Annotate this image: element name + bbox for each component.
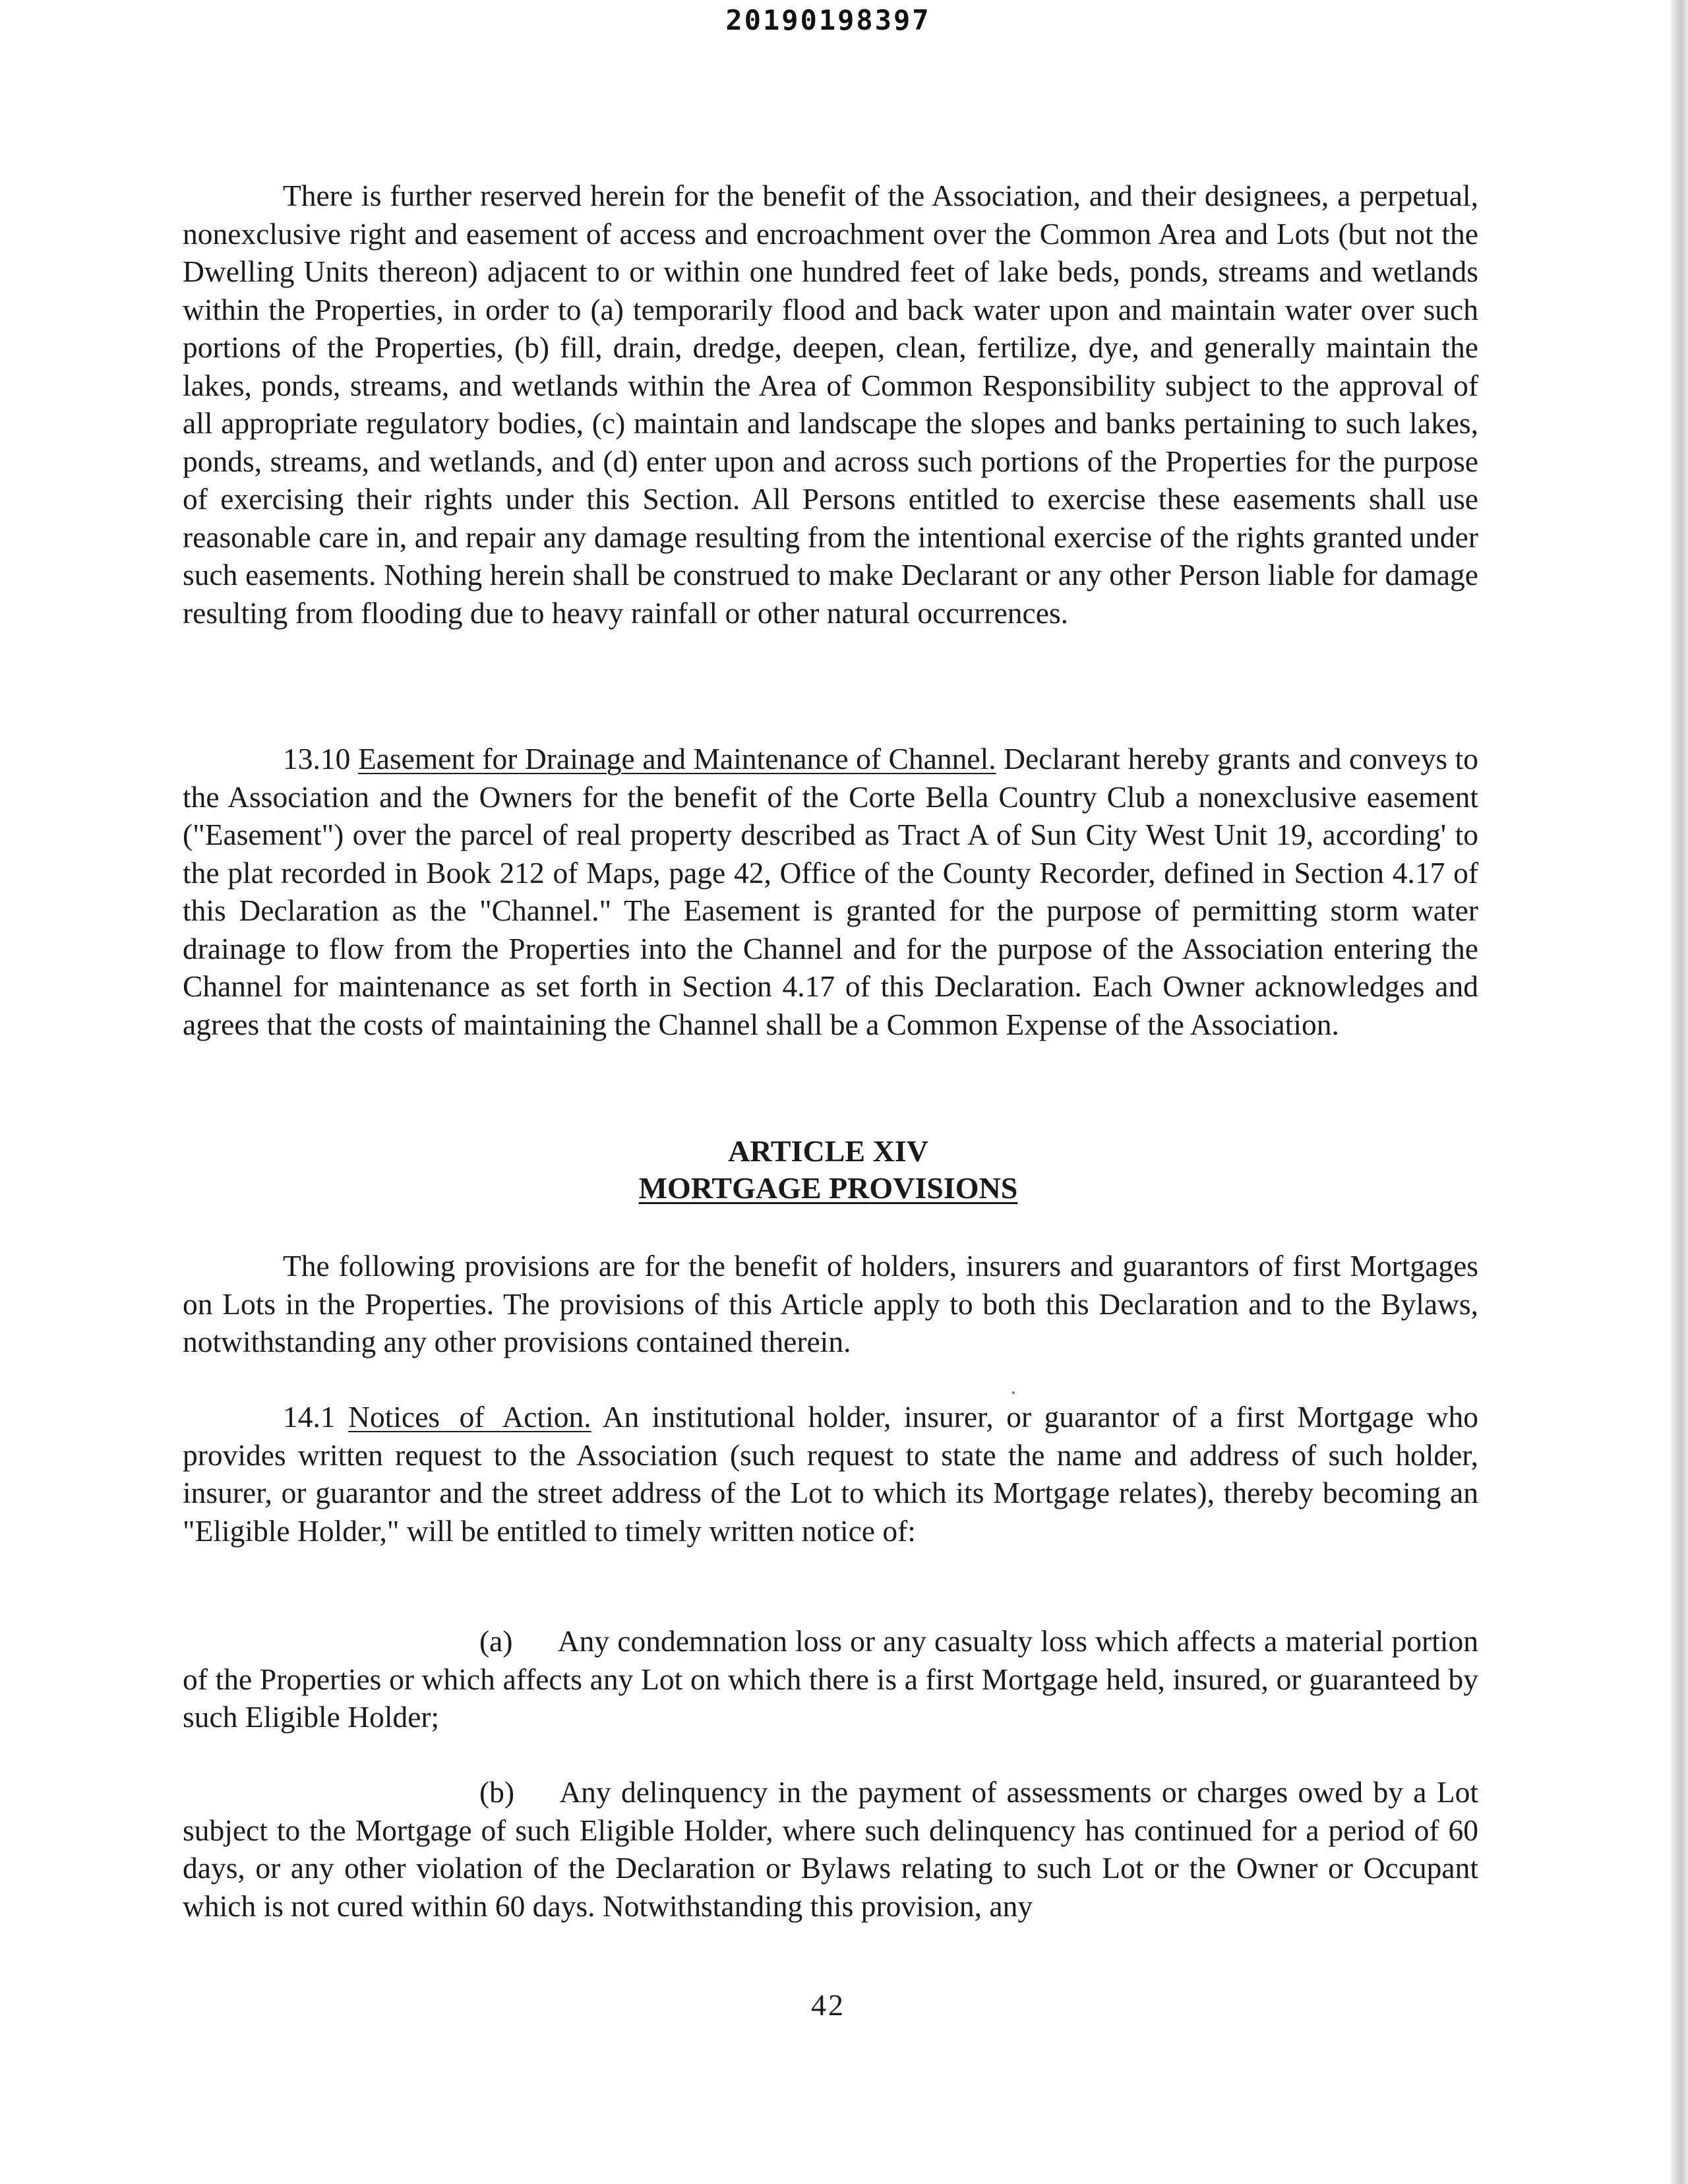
document-number: 20190198397: [725, 4, 931, 36]
paragraph-easement-reserved: There is further reserved herein for the benefit of the Association, and their designees, a perpetual, nonexclusive right and easement of access and encroachment over the Common Area and Lots (but not the Dwelling Units thereon) adjacent to or within one hundred feet of lake beds, ponds, streams and wetlands within the Properties, in order to (a) temporarily flood and back water upon and maintain water over such portions of the Properties, (b) fill, drain, dredge, deepen, clean, fertilize, dye, and generally maintain the lakes, ponds, streams, and wetlands within the Area of Common Responsibility subject to the approval of all appropriate regulatory bodies, (c) maintain and landscape the slopes and banks pertaining to such lakes, ponds, streams, and wetlands, and (d) enter upon and across such portions of the Properties for the purpose of exercising their rights under this Section. All Persons entitled to exercise these easements shall use reasonable care in, and repair any damage resulting from the intentional exercise of the rights granted under such easements. Nothing herein shall be construed to make Declarant or any other Person liable for damage resulting from flooding due to heavy rainfall or other natural occurrences.: [183, 179, 1478, 630]
section-13-10-number: 13.10: [283, 742, 351, 775]
section-14-1-number: 14.1: [283, 1400, 336, 1434]
section-14-1: [183, 1398, 1478, 1550]
section-14-1-title: Notices of Action.: [348, 1400, 591, 1434]
article-title: MORTGAGE PROVISIONS: [638, 1171, 1018, 1205]
item-b: [183, 1773, 1478, 1925]
paragraph-article-intro: The following provisions are for the benefit of holders, insurers and guarantors of first Mortgages on Lots in the Properties. The provisions of this Article apply to both this Declaration and to the Bylaws, notwithstanding any other provisions contained therein.: [183, 1249, 1478, 1358]
item-a-label: (a): [479, 1624, 513, 1658]
section-13-10: [183, 740, 1478, 1043]
section-13-10-title: Easement for Drainage and Maintenance of Channel.: [357, 742, 996, 775]
scan-speck: [1012, 1391, 1015, 1394]
item-a-body: Any condemnation loss or any casualty loss which affects a material portion of the Properties or which affects any Lot on which there is a first Mortgage held, insured, or guaranteed by such Eligible Holder;: [183, 1624, 1478, 1734]
scanned-page-edge: [1671, 0, 1688, 2184]
article-number: ARTICLE XIV: [728, 1134, 928, 1168]
page-number: 42: [811, 1988, 845, 2022]
item-b-body: Any delinquency in the payment of assessments or charges owed by a Lot subject to the Mortgage of such Eligible Holder, where such delinquency has continued for a period of 60 days, or any other violation of the Declaration or Bylaws relating to such Lot or the Owner or Occupant which is not cured within 60 days. Notwithstanding this provision, any: [183, 1775, 1478, 1923]
section-14-1-body: An institutional holder, insurer, or guarantor of a first Mortgage who provides written request to the Association (such request to state the name and address of such holder, insurer, or guarantor and the street address of the Lot to which its Mortgage relates), thereby becoming an "Eligible Holder," will be entitled to timely written notice of:: [183, 1400, 1478, 1548]
item-a: [183, 1622, 1478, 1736]
article-heading: [0, 1133, 1656, 1207]
section-13-10-body: Declarant hereby grants and conveys to the Association and the Owners for the benefit of the Corte Bella Country Club a nonexclusive easement ("Easement") over the parcel of real property described as Tract A of Sun City West Unit 19, according' to the plat recorded in Book 212 of Maps, page 42, Office of the County Recorder, defined in Section 4.17 of this Declaration as the "Channel." The Easement is granted for the purpose of permitting storm water drainage to flow from the Properties into the Channel and for the purpose of the Association entering the Channel for maintenance as set forth in Section 4.17 of this Declaration. Each Owner acknowledges and agrees that the costs of maintaining the Channel shall be a Common Expense of the Association.: [183, 742, 1479, 1041]
item-b-label: (b): [479, 1775, 515, 1809]
